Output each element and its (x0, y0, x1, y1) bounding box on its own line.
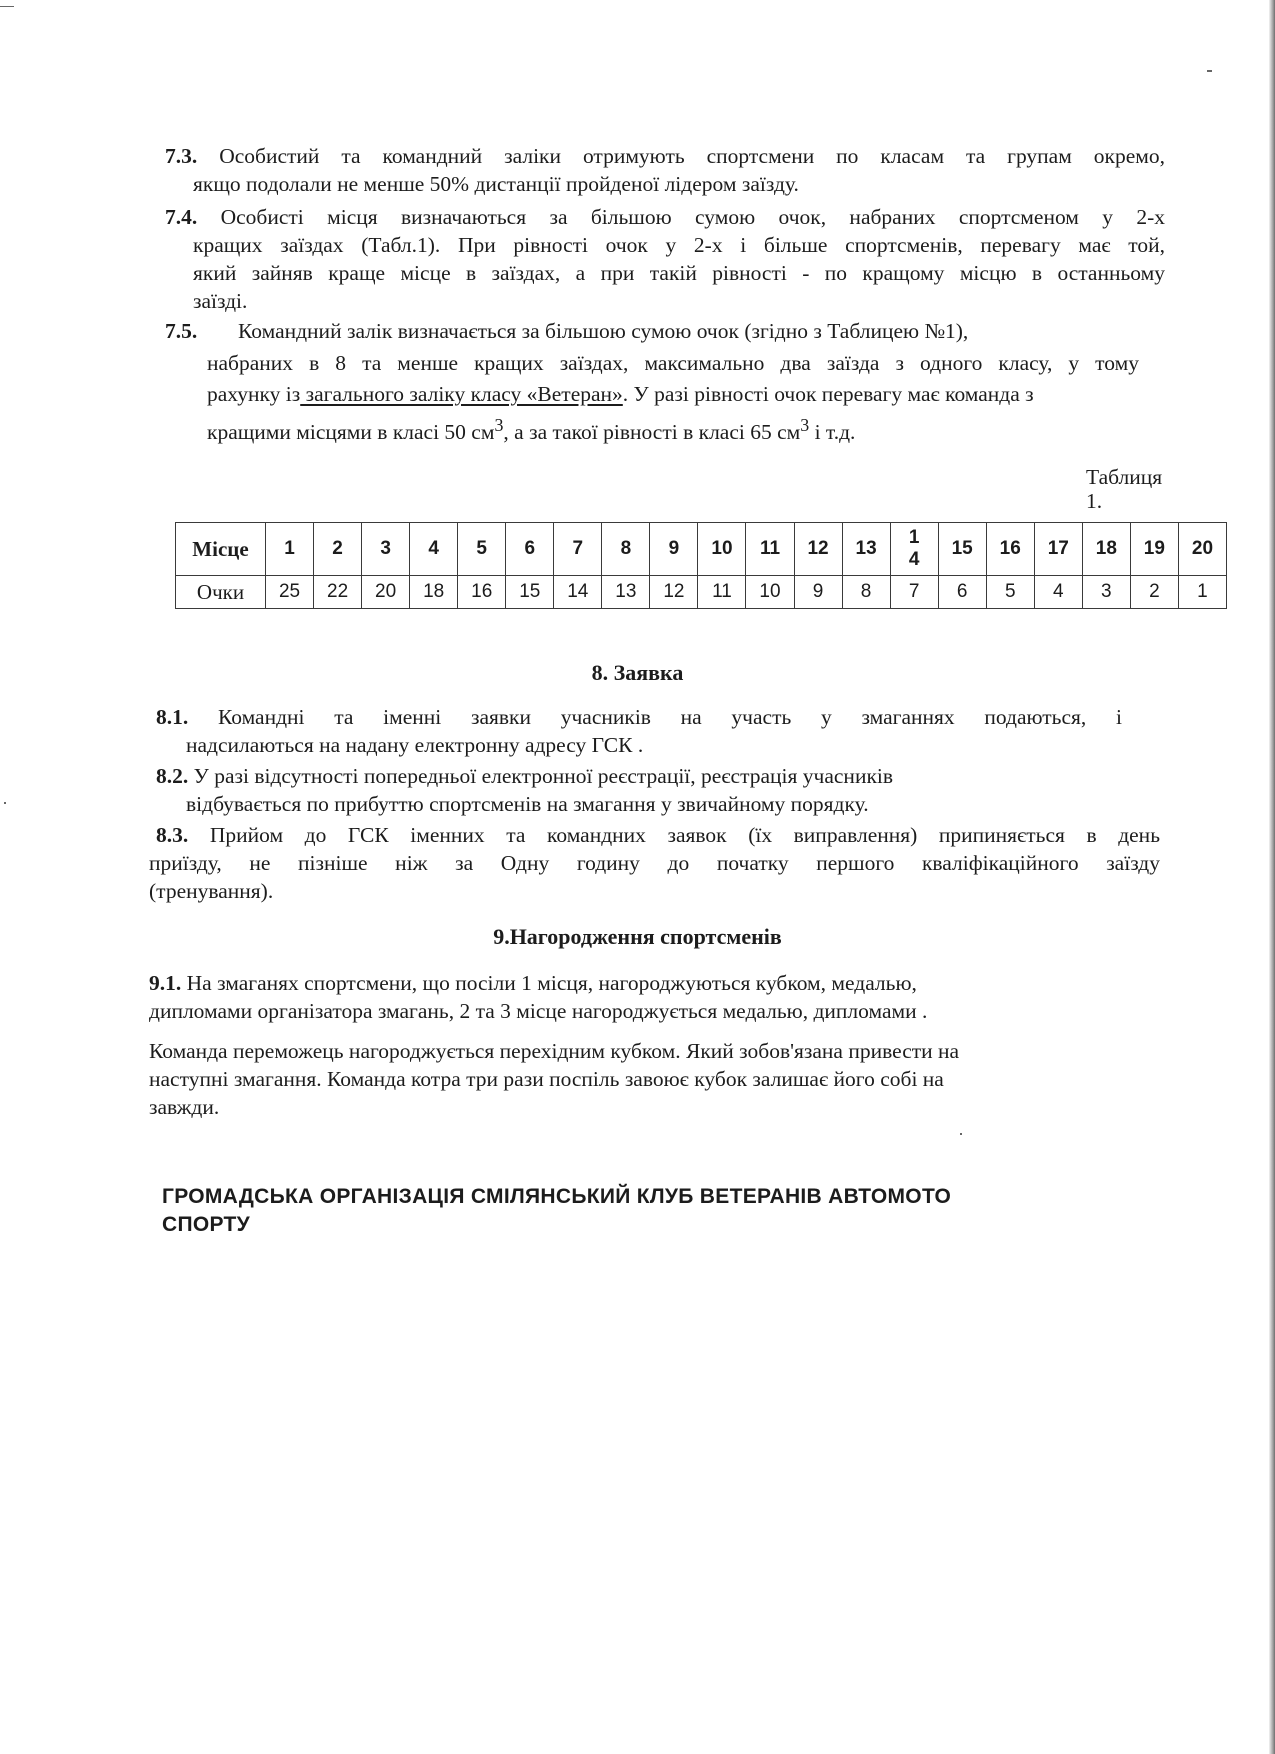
points-cell: 2 (1130, 576, 1178, 609)
place-cell: 8 (602, 523, 650, 576)
place-cell: 1 4 (890, 523, 938, 576)
paragraph-line: рахунку із (207, 382, 301, 406)
paragraph-line: відбувається по прибуттю спортсменів на змагання у звичайному порядку. (186, 792, 869, 816)
clause-number: 9.1. (149, 971, 182, 995)
points-cell: 4 (1034, 576, 1082, 609)
paragraph-line: Командний залік визначається за більшою сумою очок (згідно з Таблицею №1), (238, 319, 969, 343)
place-cell: 17 (1034, 523, 1082, 576)
points-cell: 7 (890, 576, 938, 609)
paragraph-line: наступні змагання. Команда котра три рази поспіль завоює кубок залишає його собі на (149, 1067, 944, 1091)
superscript: 3 (494, 415, 504, 435)
place-cell: 19 (1130, 523, 1178, 576)
scan-speck (4, 802, 6, 804)
paragraph-line: На змаганях спортсмени, що посіли 1 місця, нагороджуються кубком, медалью, (186, 971, 917, 995)
paragraph-line: приїзду, не пізніше ніж за Одну годину до початку першого кваліфікаційного заїзду (149, 851, 1160, 875)
place-cell: 20 (1178, 523, 1226, 576)
paragraph-line: кращими місцями в класі 50 см (207, 420, 495, 445)
points-cell: 9 (794, 576, 842, 609)
underlined-text: загального заліку класу «Ветеран» (300, 382, 623, 406)
superscript: 3 (800, 415, 810, 435)
place-cell: 10 (698, 523, 746, 576)
paragraph-line: , а за такої рівності в класі 65 см (503, 420, 801, 445)
table-caption-line: 1. (1086, 489, 1103, 513)
table-row (176, 523, 1227, 576)
place-cell: 13 (842, 523, 890, 576)
clause-number: 7.4. (165, 205, 198, 229)
place-cell: 5 (458, 523, 506, 576)
place-cell: 3 (362, 523, 410, 576)
points-cell: 14 (554, 576, 602, 609)
clause-number: 8.3. (156, 823, 189, 847)
organization-line: ГРОМАДСЬКА ОРГАНІЗАЦІЯ СМІЛЯНСЬКИЙ КЛУБ ВЕТЕРАНІВ АВТОМОТО (162, 1185, 952, 1208)
points-cell: 25 (266, 576, 314, 609)
scan-mark (0, 6, 14, 7)
paragraph-line: У разі відсутності попередньої електронної реєстрації, реєстрація учасників (193, 764, 894, 788)
place-cell: 12 (794, 523, 842, 576)
points-cell: 20 (362, 576, 410, 609)
paragraph-line: Особистий та командний заліки отримують спортсмени по класам та групам окремо, (219, 144, 1165, 168)
place-cell: 9 (650, 523, 698, 576)
section-heading-8: 8. Заявка (591, 660, 684, 685)
scan-mark (1207, 70, 1212, 72)
paragraph-line: якщо подолали не менше 50% дистанції пройденої лідером заїзду. (193, 172, 799, 196)
place-cell: 7 (554, 523, 602, 576)
paragraph-line: дипломами організатора змагань, 2 та 3 місце нагороджується медалью, дипломами . (149, 999, 928, 1023)
clause-number: 8.1. (156, 705, 189, 729)
paragraph-line: . У разі рівності очок перевагу має команда з (622, 382, 1034, 406)
points-cell: 5 (986, 576, 1034, 609)
table-caption-line: Таблиця (1086, 465, 1163, 489)
place-cell: 2 (314, 523, 362, 576)
clause-number: 7.3. (165, 144, 198, 168)
paragraph-line: (тренування). (149, 879, 274, 903)
paragraph-line: Командні та іменні заявки учасників на участь у змаганнях подаються, і (217, 705, 1122, 729)
place-cell: 4 (410, 523, 458, 576)
section-heading-9: 9.Нагородження спортсменів (493, 924, 782, 949)
points-cell: 6 (938, 576, 986, 609)
paragraph-line: надсилаються на надану електронну адресу ГСК . (186, 733, 644, 757)
points-cell: 13 (602, 576, 650, 609)
paragraph-line: завжди. (149, 1095, 220, 1119)
points-cell: 18 (410, 576, 458, 609)
paragraph-line: заїзді. (193, 289, 248, 313)
points-cell: 11 (698, 576, 746, 609)
paragraph-line: Прийом до ГСК іменних та командних заявок (їх виправлення) припиняється в день (209, 823, 1160, 847)
points-cell: 12 (650, 576, 698, 609)
place-cell: 6 (506, 523, 554, 576)
place-cell: 18 (1082, 523, 1130, 576)
points-cell: 10 (746, 576, 794, 609)
place-cell: 15 (938, 523, 986, 576)
clause-number: 7.5. (165, 319, 198, 343)
paragraph-line: набраних в 8 та менше кращих заїздах, максимально два заїзда з одного класу, у тому (207, 351, 1139, 375)
points-table (175, 522, 1227, 609)
table-caption (1086, 463, 1196, 515)
points-cell: 16 (458, 576, 506, 609)
table-row (176, 576, 1227, 609)
clause-number: 8.2. (156, 764, 189, 788)
points-cell: 1 (1178, 576, 1226, 609)
paragraph-line: який зайняв краще місце в заїздах, а при такій рівності - по кращому місцю в останньому (193, 261, 1165, 285)
place-cell: 1 (266, 523, 314, 576)
place-cell: 11 (746, 523, 794, 576)
row-label: Місце (176, 523, 266, 576)
points-cell: 8 (842, 576, 890, 609)
organization-name (162, 1183, 1162, 1239)
paragraph-line: кращих заїздах (Табл.1). При рівності очок у 2-х і більше спортсменів, перевагу має той, (193, 233, 1165, 257)
organization-line: СПОРТУ (162, 1213, 251, 1236)
paragraph-line: Особисті місця визначаються за більшою сумою очок, набраних спортсменом у 2-х (220, 205, 1166, 229)
paragraph-line: Команда переможець нагороджується перехідним кубком. Який зобов'язана привести на (149, 1039, 960, 1063)
points-cell: 15 (506, 576, 554, 609)
points-cell: 3 (1082, 576, 1130, 609)
points-cell: 22 (314, 576, 362, 609)
scan-speck (960, 1133, 962, 1135)
paragraph-line: і т.д. (809, 420, 856, 445)
row-label: Очки (176, 576, 266, 609)
place-cell: 16 (986, 523, 1034, 576)
scan-edge (1269, 0, 1275, 1754)
